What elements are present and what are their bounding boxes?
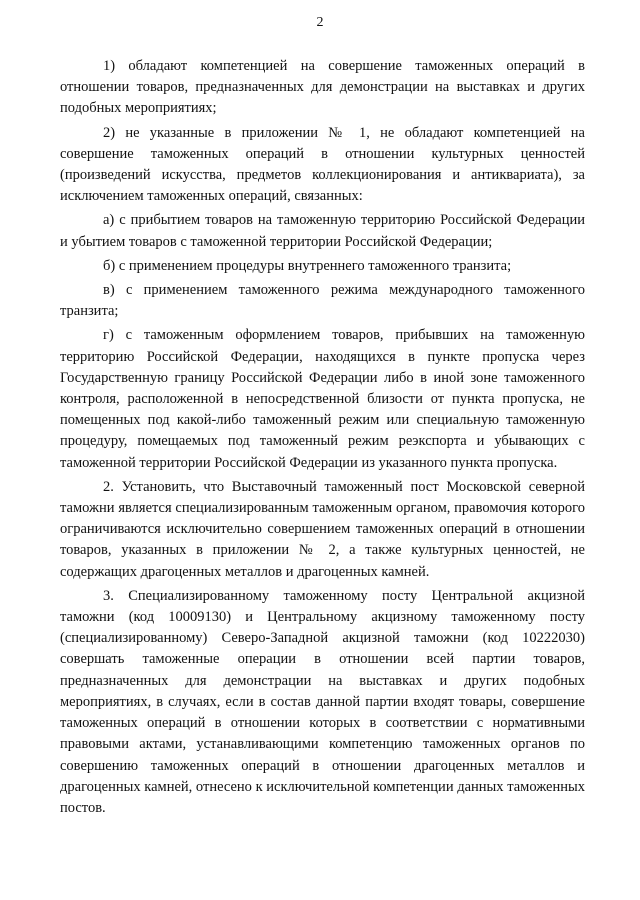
subitem-g-customs-clearance: г) с таможенным оформлением товаров, прибывших на таможенную территорию Российской Федерации, находящихся в пункте пропуска через Государственную границу Российской Федерации либо в иной зоне таможенного контроля, расположенной в непосредственной близости от пункта пропуска, не помещенных под какой-либо таможенный режим или специальную таможенную процедуру, помещаемых под таможенный режим реэкспорта и убывающих с таможенной территории Российской Федерации из указанного пункта пропуска. bbox=[60, 327, 585, 471]
document-body bbox=[60, 56, 585, 822]
paragraph-2-cultural-values: 2) не указанные в приложении № 1, не обладают компетенцией на совершение таможенных операций в отношении культурных ценностей (произведений искусства, предметов коллекционирования и антиквариата), за исключением таможенных операций, связанных: bbox=[60, 124, 585, 205]
paragraph-1-competence-exhibitions: 1) обладают компетенцией на совершение таможенных операций в отношении товаров, предназначенных для демонстрации на выставках и других подобных мероприятиях; bbox=[60, 58, 585, 117]
page-number: 2 bbox=[316, 15, 324, 30]
subitem-a-arrival-departure: а) с прибытием товаров на таможенную территорию Российской Федерации и убытием товаров с таможенной территории Российской Федерации; bbox=[60, 212, 585, 250]
clause-3-specialized-posts: 3. Специализированному таможенному посту Центральной акцизной таможни (код 10009130) и Центральному акцизному таможенному посту (специализированному) Северо-Западной акцизной таможни (код 10222030) совершать таможенные операции в отношении всей партии товаров, предназначенных для демонстрации на выставках и других подобных мероприятиях, в случаях, если в состав данной партии входят товары, совершение таможенных операций в отношении которых в соответствии с нормативными правовыми актами, устанавливающими компетенцию таможенных органов по совершению таможенных операций в отношении драгоценных металлов и драгоценных камней, отнесено к исключительной компетенции данных таможенных постов. bbox=[60, 587, 585, 816]
subitem-b-internal-transit: б) с применением процедуры внутреннего таможенного транзита; bbox=[103, 257, 512, 274]
clause-2-exhibition-post: 2. Установить, что Выставочный таможенный пост Московской северной таможни является специализированным таможенным органом, правомочия которого ограничиваются исключительно совершением таможенных операций в отношении товаров, указанных в приложении № 2, а также культурных ценностей, не содержащих драгоценных металлов и драгоценных камней. bbox=[60, 478, 585, 580]
subitem-v-international-transit: в) с применением таможенного режима международного таможенного транзита; bbox=[60, 282, 585, 320]
